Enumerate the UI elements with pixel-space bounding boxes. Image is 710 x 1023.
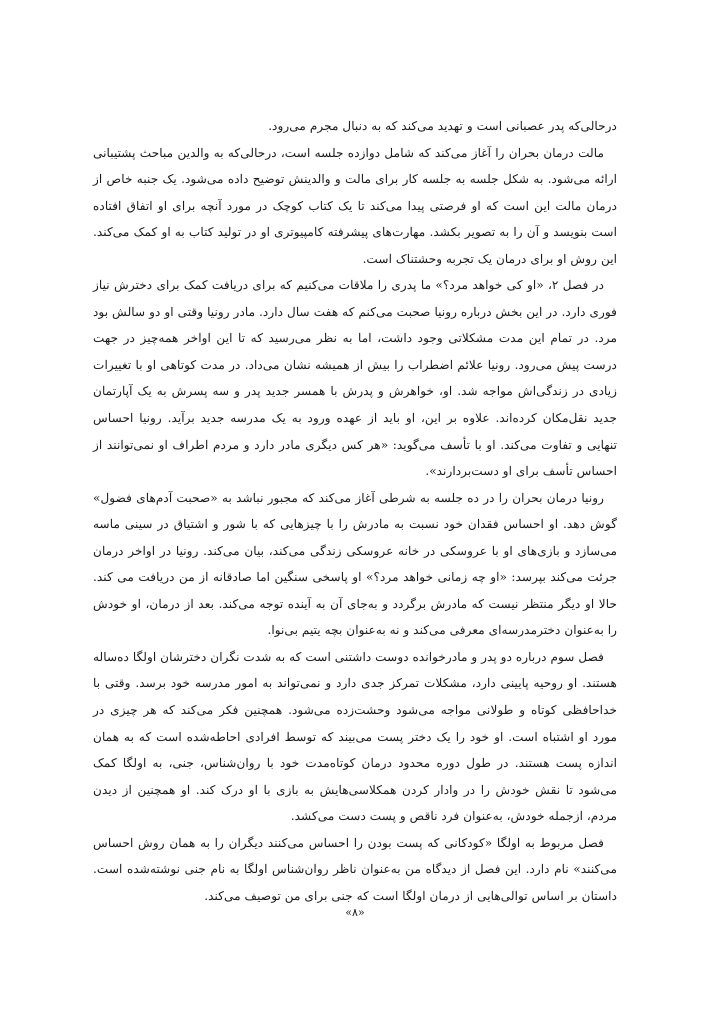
page-number: «۸» [345, 906, 365, 919]
body-text [93, 113, 617, 909]
paragraph-olga-chapter: فصل مربوط به اولگا «کودکانی که پست بودن را احساس می‌کنند دیگران را به همان روش احساس می‌کنند» نام دارد. این فصل از دیدگاه من به‌عنوان ناظر روان‌شناس اولگا به نام جنی نوشته‌شده است. داستان بر اساس توالی‌هایی از درمان اولگا است که جنی برای من توصیف می‌کند. [93, 835, 617, 903]
paragraph-continuation: درحالی‌که پدر عصبانی است و تهدید می‌کند که به دنبال مجرم می‌رود. [268, 119, 617, 133]
paragraph-chapter-2: در فصل ۲، «او کی خواهد مرد؟» ما پدری را ملاقات می‌کنیم که برای دریافت کمک برای دخترش نیاز فوری دارد. در این بخش درباره رونیا صحبت می‌کنم که هفت سال دارد. مادر رونیا وقتی او دو سالش بود مرد. در تمام این مدت مشکلاتی وجود داشت، اما به نظر می‌رسید که تا این اواخر همه‌چیز در جهت درست پیش می‌رود. رونیا علائم اضطراب را بیش از همیشه نشان می‌داد. در مدت کوتاهی او با تغییرات زیادی در زندگی‌اش مواجه شد. او، خواهرش و پدرش با همسر جدید پدر و سه پسرش به یک آپارتمان جدید نقل‌مکان کرده‌اند. علاوه بر این، او باید از عهده ورود به یک مدرسه جدید برآید. رونیا احساس تنهایی و تفاوت می‌کند. او با تأسف می‌گوید: «هر کس دیگری مادر دارد و مردم اطراف او نمی‌توانند از احساس تأسف برای او دست‌بردارند». [93, 278, 617, 479]
paragraph-ronia-treatment: رونیا درمان بحران را در ده جلسه به شرطی آغاز می‌کند که مجبور نباشد به «صحبت آدم‌های فضول» گوش دهد. او احساس فقدان خود نسبت به مادرش را با چیزهایی که با شور و اشتیاق در سینی ماسه می‌سازد و بازی‌های او با عروسکی در خانه عروسکی زندگی می‌کند، بیان می‌کند. رونیا در اواخر درمان جرئت می‌کند بپرسد: «او چه زمانی خواهد مرد؟» او پاسخی سنگین اما صادقانه از من دریافت می کند. حالا او دیگر منتظر نیست که مادرش برگردد و به‌جای آن به آینده توجه می‌کند. بعد از درمان، او خودش را به‌عنوان دخترمدرسه‌ای معرفی می‌کند و نه به‌عنوان بچه یتیم بی‌نوا. [93, 490, 617, 638]
paragraph-malt-treatment: مالت درمان بحران را آغاز می‌کند که شامل دوازده جلسه است، درحالی‌که به والدین مباحث پشتیبانی ارائه می‌شود. به شکل جلسه به جلسه کار برای مالت و والدینش توضیح داده می‌شود. یک جنبه خاص از درمان مالت این است که او فرصتی پیدا می‌کند تا یک کتاب کوچک در مورد آنچه برای او اتفاق افتاده است بنویسد و آن را به تصویر بکشد. مهارت‌های پیشرفته کامپیوتری او در تولید کتاب به او کمک می‌کند. این روش او برای درمان یک تجربه وحشتناک است. [93, 145, 617, 266]
paragraph-chapter-3: فصل سوم درباره دو پدر و مادرخوانده دوست داشتنی است که به شدت نگران دخترشان اولگا ده‌ساله هستند. او روحیه پایینی دارد، مشکلات تمرکز جدی دارد و نمی‌تواند به امور مدرسه خود برسد. وقتی با خداحافظی کوتاه و طولانی مواجه می‌شود وحشت‌زده می‌شود. همچنین فکر می‌کند که هر چیزی در مورد او اشتباه است. او خود را یک دختر پست می‌بیند که توسط افرادی احاطه‌شده است که به همان اندازه پست هستند. در طول دوره محدود درمان کوتاه‌مدت خود با روان‌شناس، جنی، به اولگا کمک می‌شود تا نقش خودش را در وادار کردن همکلاسی‌هایش به بازی با او درک کند. او همچنین از دیدن مردم، ازجمله خودش، به‌عنوان فرد ناقص و پست دست می‌کشد. [93, 649, 617, 824]
